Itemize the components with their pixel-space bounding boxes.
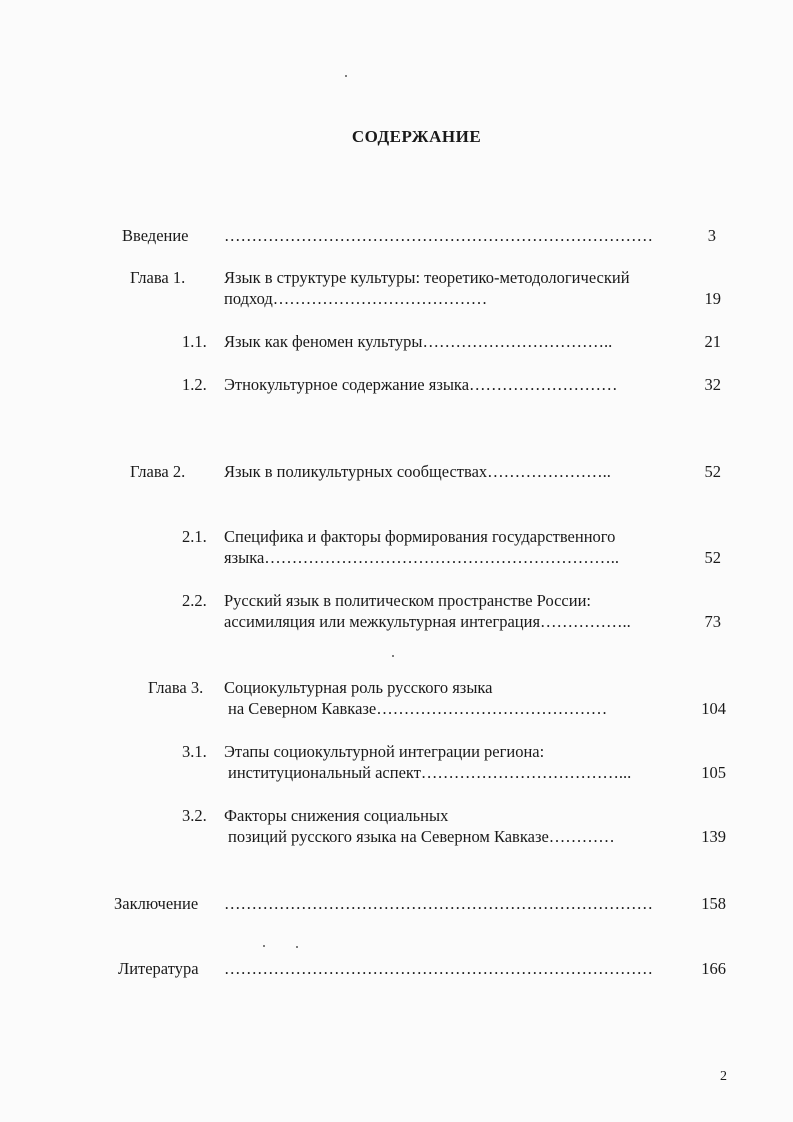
toc-label-s11: 1.1. [182, 332, 207, 351]
scan-speck [345, 75, 347, 77]
toc-page-conclusion: 158 [701, 894, 726, 913]
toc-label-s31: 3.1. [182, 742, 207, 761]
scan-speck [392, 655, 394, 657]
toc-dots-conclusion: …………………………………………………………………… [224, 894, 653, 913]
page-title: СОДЕРЖАНИЕ [351, 127, 482, 146]
scan-speck [296, 946, 298, 948]
toc-page-ch1: 19 [704, 289, 721, 308]
page-number: 2 [720, 1069, 727, 1084]
toc-title-ch2: Язык в поликультурных сообществах………………….. [224, 462, 611, 481]
toc-page-s11: 21 [704, 332, 721, 351]
toc-title-ch3-line1: Социокультурная роль русского языка [224, 678, 493, 697]
toc-title-s22-line1: Русский язык в политическом пространстве России: [224, 591, 592, 610]
toc-page-literature: 166 [701, 959, 726, 978]
toc-page-s21: 52 [704, 548, 721, 567]
toc-title-s21-line1: Специфика и факторы формирования государственного [224, 527, 616, 546]
toc-page-intro: 3 [707, 226, 716, 245]
toc-title-s21-line2: языка……………………………………………………….. [224, 548, 620, 567]
toc-title-s32-line1: Факторы снижения социальных [224, 806, 449, 825]
toc-page-ch2: 52 [704, 462, 721, 481]
toc-title-s22-line2: ассимиляция или межкультурная интеграция…………….. [224, 612, 631, 631]
toc-label-s12: 1.2. [182, 375, 207, 394]
toc-label-s22: 2.2. [182, 591, 207, 610]
toc-page-ch3: 104 [701, 699, 726, 718]
toc-page-s22: 73 [704, 612, 721, 631]
toc-title-s12: Этнокультурное содержание языка……………………… [224, 375, 618, 394]
toc-title-s32-line2: позиций русского языка на Северном Кавказе………… [228, 827, 615, 846]
scan-speck [263, 945, 265, 947]
toc-title-ch3-line2: на Северном Кавказе…………………………………… [228, 699, 608, 718]
toc-label-s21: 2.1. [182, 527, 207, 546]
toc-title-s11: Язык как феномен культуры…………………………….. [224, 332, 613, 351]
toc-title-s31-line1: Этапы социокультурной интеграции региона: [224, 742, 545, 761]
toc-title-s31-line2: институциональный аспект………………………………... [228, 763, 632, 782]
toc-label-ch3: Глава 3. [148, 678, 204, 697]
toc-page-s12: 32 [704, 375, 721, 394]
toc-label-ch1: Глава 1. [130, 268, 186, 287]
toc-label-s32: 3.2. [182, 806, 207, 825]
toc-dots-literature: …………………………………………………………………… [224, 959, 653, 978]
toc-title-ch1-line1: Язык в структуре культуры: теоретико-методологический [224, 268, 630, 287]
toc-label-intro: Введение [122, 226, 189, 245]
toc-dots-intro: …………………………………………………………………… [224, 226, 653, 245]
toc-label-ch2: Глава 2. [130, 462, 186, 481]
toc-label-conclusion: Заключение [114, 894, 199, 913]
toc-label-literature: Литература [118, 959, 199, 978]
toc-title-ch1-line2: подход………………………………… [224, 289, 488, 308]
toc-page-s31: 105 [701, 763, 726, 782]
toc-page-s32: 139 [701, 827, 726, 846]
